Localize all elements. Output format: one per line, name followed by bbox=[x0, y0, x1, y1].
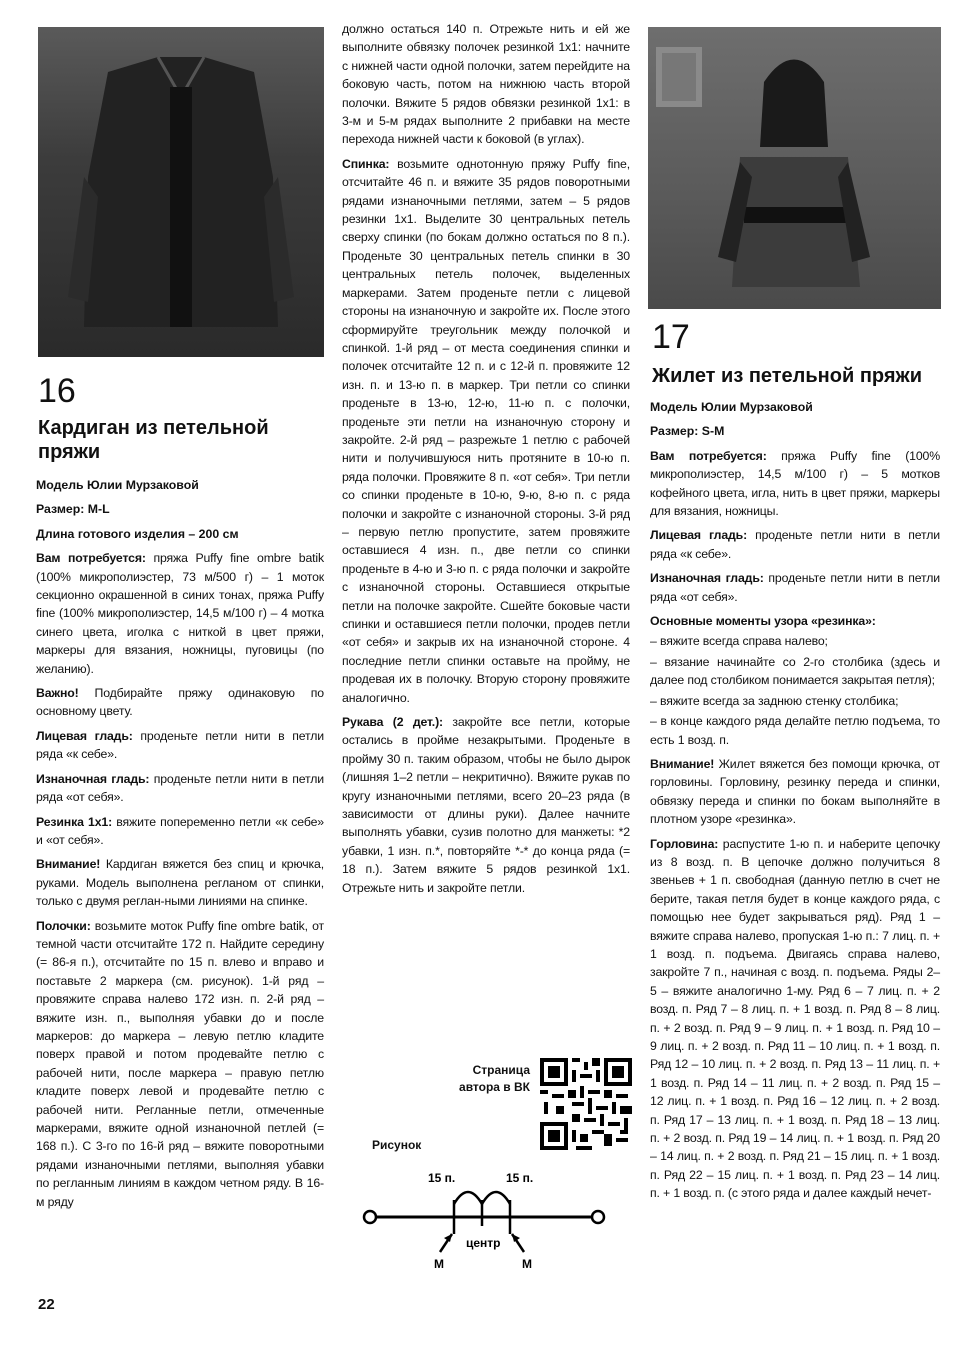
vest-photo bbox=[648, 27, 941, 309]
paragraph: Вам потребуется: пряжа Puffy fine (100% микрополиэстер, 14,5 м/100 г) – 5 мотков кофейного цвета, игла, нить в цвет пряжи, маркеры для вязания, ножницы. bbox=[650, 448, 940, 519]
page-number: 22 bbox=[38, 1296, 55, 1313]
paragraph: должно остаться 140 п. Отрежьте нить и ей же выполните обвязку полочек резинкой 1х1: начните с нижней части одной полочки, затем перейдите на боковую часть, потом на нижнюю часть второй полочки. Вяжите 5 рядов обвязки резинкой 1х1: в 3-м и 5-м рядах выполните 2 прибавки на месте перехода нижней части к боковой (в углах). bbox=[342, 22, 630, 147]
pattern-title-17: Жилет из петельной пряжи bbox=[652, 365, 922, 387]
diagram-marker-right: М bbox=[522, 1257, 532, 1271]
diagram-marker-left: М bbox=[434, 1257, 444, 1271]
diagram-label-right: 15 п. bbox=[506, 1171, 534, 1185]
paragraph: Полочки: возьмите моток Puffy fine ombre batik, от темной части отсчитайте 172 п. Найдите середину (= 86-я п.), отсчитайте по 15 п. влево и вправо и поставьте 2 маркера (см. рисунок). 1-й ряд – провяжите справа налево 172 изн. п. 2-й ряд – вяжите изн. п., выполняя убавки до и после маркеров: до маркера – левую петлю кладите поверх правой и потом продевайте петлю с рабочей нити, после маркера – правую петлю кладите поверх левой и продевайте петлю с рабочей нити. Регланные петли, отмеченные маркерами, вяжите одной изнаночной петлей (= 168 п.). С 3-го по 16-й ряд – вяжите поворотными рядами изнаночными петлями, выполняя убавки по регланным линиям в каждом четном ряду. В 16-м ряду bbox=[36, 918, 324, 1209]
paragraph: Спинка: возьмите однотонную пряжу Puffy fine, отсчитайте 46 п. и вяжите 35 рядов поворотными рядами изнаночными петлями, затем – 5 рядов резинки 1х1. Выделите 30 центральных петель сверху спинки (по бокам должно остаться по 8 п.). Проденьте 30 центральных петель спинки в 30 центральных петель полочек, выделенных маркерами. Затем проденьте петли с лицевой стороны на изнаночную и закройте их. После этого сформируйте треугольник между полочкой и спинкой. 1-й ряд – от места соединения спинки и полочек отсчитайте 12 п. и с 12-й п. провяжите 12 изн. п. и 13-ю п. в маркер. Три петли со спинки проденьте в 13-ю, 12-ю, 11-ю п. с полочки, проденьте эти петли на изнаночную сторону и закройте. 2-й ряд – разрежьте 1 петлю с рабочей нити и получившуюся нить протяните в 10-ю п. ряда полочки. Провяжите 8 п. «от себя». Три петли со спинки проденьте в 10-ю, 9-ю, 8-ю п. с ряда полочки и закройте с изнаночной стороны. 3-й ряд – первую петлю пропустите, затем провяжите оставшиеся 4 изн. п., две петли со спинки проденьте в 4-ю и 3-ю п. с ряда полочки и закройте с изнаночной стороны. Оставшиеся открытые петли на полочке закройте. Сшейте боковые части спинки и оставшиеся петли полочки, продев петли «от себя» и закрыв их на изнаночной стороне. 4 последние петли спинки оставьте на пройму, не продевая их в полочку. Вторую сторону провяжите аналогично. bbox=[342, 156, 630, 705]
paragraph: Горловина: распустите 1-ю п. и наберите цепочку из 8 возд. п. В цепочке должно получиться 8 звеньев + 1 п. свободная (данную петлю в счет не берите, такая петля будет в конце каждого ряда, с помощью нее будет закрываться ряд). Ряд 1 – вяжите справа налево, пропуская 1-ю п.: 7 лиц. п. + 1 возд. п. подъема. Двигаясь справа налево, закройте 7 п., начиная с возд. п. подъема. Ряды 2–5 – вяжите аналогично 1-му. Ряд 6 – 7 лиц. п. + 2 возд. п. Ряд 7 – 8 лиц. п. + 1 возд. п. Ряд 8 – 8 лиц. п. + 2 возд. п. Ряд 9 – 9 лиц. п. + 1 возд. п. Ряд 10 – 9 лиц. п. + 2 возд. п. Ряд 11 – 10 лиц. п. + 1 возд. п. Ряд 12 – 10 лиц. п. + 2 возд. п. Ряд 13 – 11 лиц. п. + 1 возд. п. Ряд 14 – 11 лиц. п. + 2 возд. п. Ряд 15 – 12 лиц. п. + 1 возд. п. Ряд 16 – 12 лиц. п. + 2 возд. п. Ряд 17 – 13 лиц. п. + 1 возд. п. Ряд 18 – 13 лиц. п. + 2 возд. п. Ряд 19 – 14 лиц. п. + 1 возд. п. Ряд 20 – 14 лиц. п. + 2 возд. п. Ряд 21 – 15 лиц. п. + 1 возд. п. Ряд 22 – 15 лиц. п. + 1 возд. п. Ряд 23 – 14 лиц. п. + 1 возд. п. (с этого ряда и далее каждый нечет- bbox=[650, 836, 940, 1201]
list-item: – вязание начинайте со 2-го столбика (здесь и далее под столбиком понимается закрытая петля); bbox=[650, 654, 940, 688]
paragraph: Основные моменты узора «резинка»: bbox=[650, 614, 876, 629]
paragraph: Резинка 1х1: вяжите попеременно петли «к себе» и «от себя». bbox=[36, 814, 324, 847]
pattern-number-17: 17 bbox=[652, 318, 690, 356]
paragraph: Лицевая гладь: проденьте петли нити в петли ряда «к себе». bbox=[36, 728, 324, 762]
meta-length-16: Длина готового изделия – 200 см bbox=[36, 526, 239, 541]
meta-size-17: Размер: S-M bbox=[650, 424, 725, 439]
diagram-label-left: 15 п. bbox=[428, 1171, 456, 1185]
diagram-title: Рисунок bbox=[372, 1138, 422, 1152]
column-1 bbox=[36, 476, 324, 1217]
paragraph: Изнаночная гладь: проденьте петли нити в петли ряда «от себя». bbox=[650, 571, 940, 604]
column-2 bbox=[342, 20, 630, 903]
meta-author-16: Модель Юлии Мурзаковой bbox=[36, 478, 199, 492]
raglan-diagram bbox=[358, 1162, 608, 1272]
pattern-title-16: Кардиган из петельной пряжи bbox=[38, 417, 269, 463]
paragraph: Изнаночная гладь: проденьте петли нити в петли ряда «от себя». bbox=[36, 771, 324, 805]
meta-size-16: Размер: M-L bbox=[36, 502, 110, 517]
paragraph: Внимание! Жилет вяжется без помощи крючка, от горловины. Горловину, резинку переда и спинки, обвязку переда и спинки по бокам выполняйте в плотном узоре «резинка». bbox=[650, 756, 940, 827]
list-item: – вяжите всегда за заднюю стенку столбика; bbox=[650, 693, 899, 708]
paragraph: Рукава (2 дет.): закройте все петли, которые остались в пройме незакрытыми. Проденьте в пройму 30 п. таким образом, чтобы не было дырок (лишняя 1–2 петли – некритично). Вяжите рукав по кругу изнаночными петлями, всего 20–23 ряда (в зависимости от длины руки). Далее начните выполнять убавки, сузив полотно для манжеты: *2 убавки, 1 изн. п.*, повторяйте *-* до конца ряда (= 18 п.). Затем вяжите 5 рядов резинкой 1х1. Отрежьте нить и закройте петли. bbox=[342, 715, 630, 895]
paragraph: Внимание! Кардиган вяжется без спиц и крючка, руками. Модель выполнена регланом от спинки, только с двумя реглан-ными линиями на спинке. bbox=[36, 857, 324, 909]
paragraph: Вам потребуется: пряжа Puffy fine ombre batik (100% микрополиэстер, 73 м/500 г) – 1 моток секционно окрашенной в синих тонах, пряжа Puffy fine (100% микрополиэстер, 14,5 м/100 г) – 4 мотка синего цвета, иголка с ниткой в цвет пряжи, маркеры для вязания, ножницы, пуговицы (по желанию). bbox=[36, 551, 324, 676]
diagram-label-center: центр bbox=[466, 1236, 501, 1250]
qr-code-icon[interactable] bbox=[540, 1058, 632, 1150]
qr-label: Страница автора в ВК bbox=[459, 1063, 530, 1094]
cardigan-photo bbox=[38, 27, 324, 357]
paragraph: Лицевая гладь: проденьте петли нити в петли ряда «к себе». bbox=[650, 528, 940, 561]
paragraph: Важно! Подбирайте пряжу одинаковую по основному цвету. bbox=[36, 686, 324, 719]
list-item: – вяжите всегда справа налево; bbox=[650, 634, 828, 649]
pattern-number-16: 16 bbox=[38, 372, 76, 410]
list-item: – в конце каждого ряда делайте петлю подъема, то есть 1 возд. п. bbox=[650, 714, 940, 747]
column-3 bbox=[650, 398, 940, 1209]
meta-author-17: Модель Юлии Мурзаковой bbox=[650, 400, 813, 414]
